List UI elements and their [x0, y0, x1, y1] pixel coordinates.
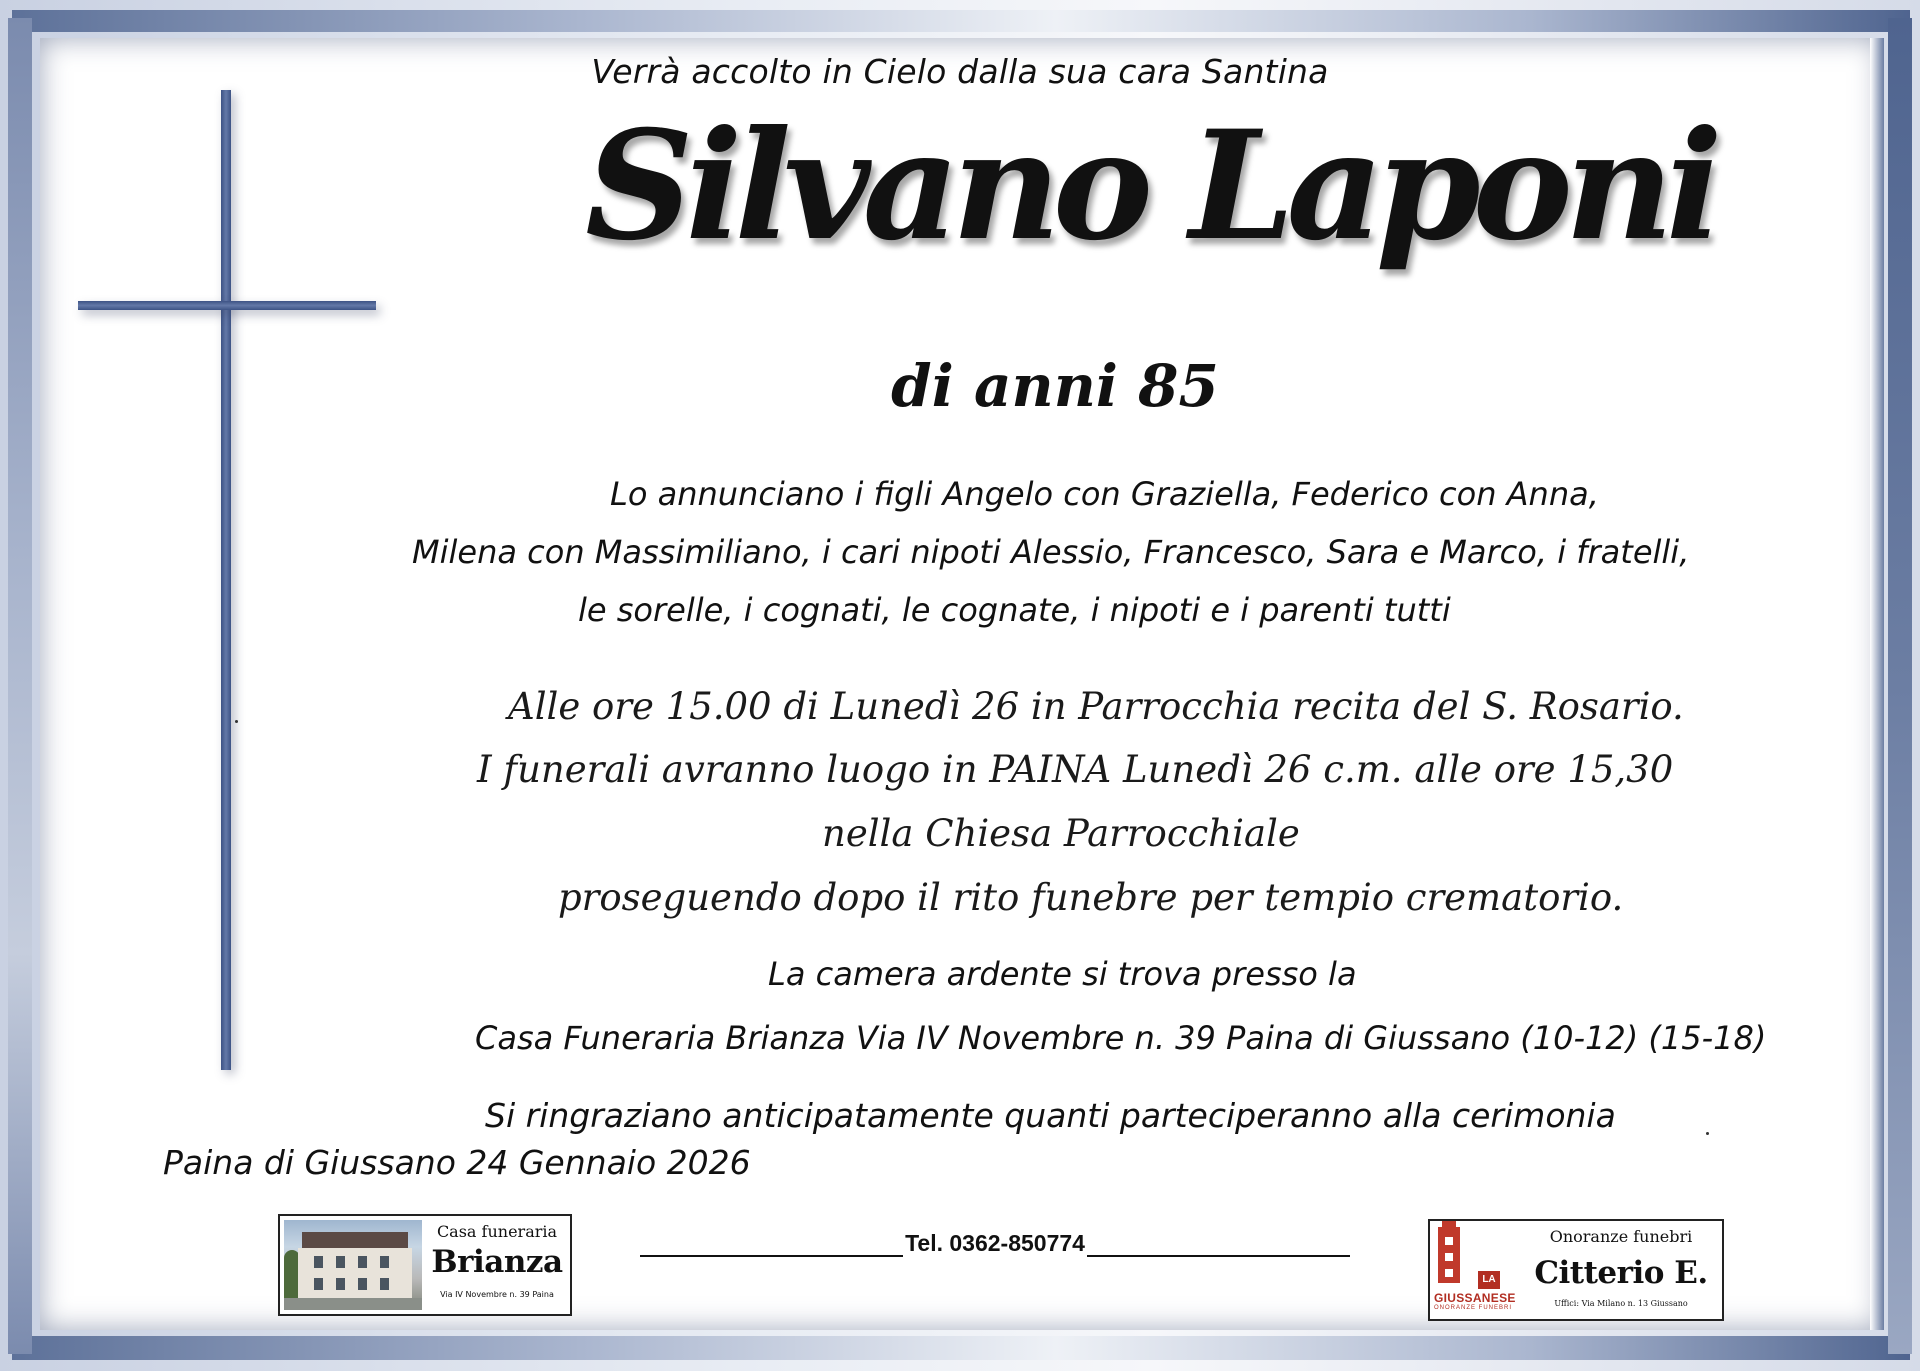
giussanese-sub: ONORANZE FUNEBRI	[1434, 1305, 1513, 1311]
brianza-title: Brianza	[431, 1244, 563, 1280]
brianza-address: Via IV Novembre n. 39 Paina	[440, 1290, 554, 1299]
announcement-line-1: Lo annunciano i figli Angelo con Graziella, Federico con Anna,	[610, 475, 1599, 513]
citterio-subtitle: Onoranze funebri	[1549, 1227, 1693, 1246]
underline-right	[1087, 1233, 1350, 1257]
chapel-line-2: Casa Funeraria Brianza Via IV Novembre n. 39 Paina di Giussano (10-12) (15-18)	[475, 1019, 1767, 1057]
phone-line	[640, 1230, 1350, 1257]
cross-vertical-beam	[221, 90, 231, 1070]
frame-left-border	[8, 18, 32, 1354]
announcement-line-2: Milena con Massimiliano, i cari nipoti Alessio, Francesco, Sara e Marco, i fratelli,	[412, 533, 1690, 571]
stray-dot	[1706, 1132, 1709, 1135]
giussanese-la: LA	[1478, 1271, 1500, 1289]
frame-top-border	[12, 10, 1910, 32]
giussanese-word: GIUSSANESE	[1434, 1291, 1516, 1305]
announcement-line-3: le sorelle, i cognati, le cognate, i nipoti e i parenti tutti	[578, 591, 1451, 629]
intro-line: Verrà accolto in Cielo dalla sua cara Santina	[591, 52, 1329, 91]
funeral-line-2: I funerali avranno luogo in PAINA Lunedì 26 c.m. alle ore 15,30	[477, 748, 1674, 791]
citterio-address: Uffici: Via Milano n. 13 Giussano	[1554, 1299, 1688, 1308]
thanks-line: Si ringraziano anticipatamente quanti parteciperanno alla cerimonia	[485, 1096, 1616, 1135]
underline-left	[640, 1233, 903, 1257]
cross-horizontal-beam	[78, 301, 376, 310]
citterio-title: Citterio E.	[1534, 1255, 1708, 1291]
funeral-home-building-icon	[284, 1220, 422, 1310]
stray-dot	[235, 720, 238, 723]
phone-number: Tel. 0362-850774	[905, 1230, 1085, 1256]
citterio-logo	[1428, 1219, 1724, 1321]
brianza-subtitle: Casa funeraria	[436, 1222, 558, 1241]
paper-edge-shadow	[1870, 38, 1884, 1330]
tower-logo-icon	[1438, 1227, 1460, 1283]
funeral-line-3: nella Chiesa Parrocchiale	[822, 812, 1300, 855]
frame-right-border	[1888, 18, 1912, 1354]
age-line: di anni 85	[891, 352, 1219, 420]
frame-bottom-border	[12, 1336, 1910, 1360]
funeral-line-1: Alle ore 15.00 di Lunedì 26 in Parrocchia recita del S. Rosario.	[508, 685, 1684, 728]
deceased-name: Silvano Laponi	[585, 98, 1715, 274]
funeral-line-4: proseguendo dopo il rito funebre per tempio crematorio.	[558, 876, 1624, 919]
place-date: Paina di Giussano 24 Gennaio 2026	[163, 1143, 751, 1182]
chapel-line-1: La camera ardente si trova presso la	[768, 955, 1357, 993]
brianza-logo	[278, 1214, 572, 1316]
